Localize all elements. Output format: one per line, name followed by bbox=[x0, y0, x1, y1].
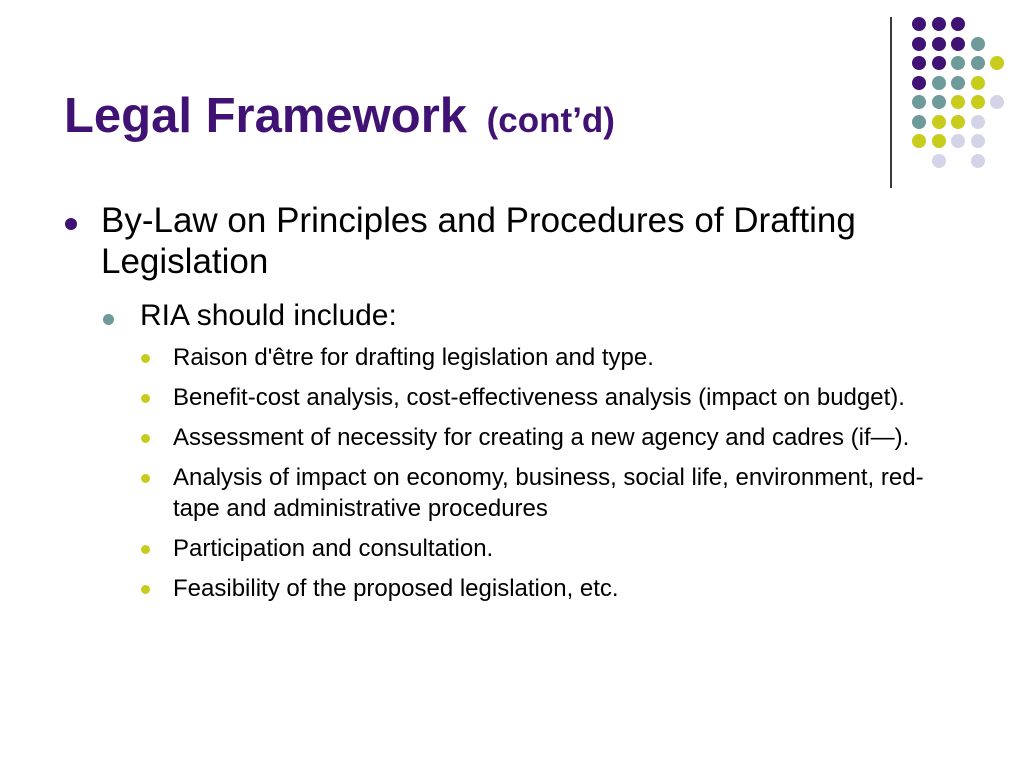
decorative-dot bbox=[912, 76, 926, 90]
bullet-dot-icon bbox=[141, 394, 150, 403]
bullet-text-level-2: RIA should include: bbox=[140, 299, 397, 332]
decorative-dot bbox=[951, 95, 965, 109]
bullet-dot-icon bbox=[141, 585, 150, 594]
decorative-dot bbox=[951, 37, 965, 51]
decorative-dot bbox=[951, 134, 965, 148]
bullet-text-level-1: By-Law on Principles and Procedures of Drafting Legislation bbox=[101, 201, 856, 281]
bullet-text-level-3: Participation and consultation. bbox=[173, 535, 494, 562]
decorative-dot bbox=[912, 134, 926, 148]
bullet-item-level-2 bbox=[101, 298, 942, 604]
decorative-dot bbox=[932, 154, 946, 168]
bullet-text-level-3: Feasibility of the proposed legislation, etc. bbox=[173, 575, 619, 602]
decorative-dot bbox=[912, 37, 926, 51]
decorative-dot bbox=[932, 76, 946, 90]
decorative-dot bbox=[971, 154, 985, 168]
slide-title-main: Legal Framework bbox=[64, 89, 468, 143]
decorative-dot bbox=[971, 76, 985, 90]
bullet-item-level-3 bbox=[140, 462, 933, 524]
decorative-dot bbox=[932, 17, 946, 31]
decorative-dot bbox=[971, 37, 985, 51]
bullet-item-level-3 bbox=[140, 533, 933, 564]
bullet-item-level-3 bbox=[140, 382, 933, 413]
decorative-dot bbox=[971, 95, 985, 109]
bullet-text-level-3: Analysis of impact on economy, business, social life, environment, red-tape and administrative procedures bbox=[173, 464, 924, 522]
bullet-item-level-3 bbox=[140, 422, 933, 453]
bullet-dot-icon bbox=[141, 474, 150, 483]
bullet-list-level-2 bbox=[101, 298, 942, 604]
decorative-dot bbox=[932, 115, 946, 129]
bullet-item-level-3 bbox=[140, 573, 933, 604]
bullet-list-level-1 bbox=[62, 200, 942, 604]
slide-title-sub: (cont’d) bbox=[486, 101, 615, 140]
bullet-text-level-3: Assessment of necessity for creating a new agency and cadres (if—). bbox=[173, 424, 910, 451]
bullet-dot-icon bbox=[65, 218, 77, 230]
decorative-dot bbox=[951, 56, 965, 70]
bullet-item-level-3 bbox=[140, 342, 933, 373]
decorative-dot bbox=[932, 37, 946, 51]
decorative-vertical-line bbox=[890, 17, 892, 188]
decorative-dot bbox=[912, 17, 926, 31]
decorative-dot bbox=[932, 95, 946, 109]
decorative-dot bbox=[912, 115, 926, 129]
decorative-dot bbox=[932, 134, 946, 148]
decorative-dot bbox=[912, 95, 926, 109]
bullet-dot-icon bbox=[141, 354, 150, 363]
decorative-dot bbox=[971, 134, 985, 148]
bullet-text-level-3: Raison d'être for drafting legislation and type. bbox=[173, 344, 654, 371]
slide-title bbox=[64, 90, 615, 144]
decorative-dot bbox=[951, 115, 965, 129]
bullet-dot-icon bbox=[103, 314, 114, 325]
bullet-item-level-1 bbox=[62, 200, 942, 604]
bullet-dot-icon bbox=[141, 434, 150, 443]
decorative-dot bbox=[951, 17, 965, 31]
decorative-dot bbox=[951, 76, 965, 90]
decorative-dot bbox=[971, 56, 985, 70]
decorative-dot bbox=[971, 115, 985, 129]
decorative-dot bbox=[912, 56, 926, 70]
decorative-dot bbox=[990, 56, 1004, 70]
decorative-dot bbox=[990, 95, 1004, 109]
decorative-dot bbox=[932, 56, 946, 70]
bullet-text-level-3: Benefit-cost analysis, cost-effectiveness analysis (impact on budget). bbox=[173, 384, 905, 411]
slide-body bbox=[62, 200, 942, 613]
bullet-dot-icon bbox=[141, 545, 150, 554]
bullet-list-level-3 bbox=[140, 342, 942, 604]
